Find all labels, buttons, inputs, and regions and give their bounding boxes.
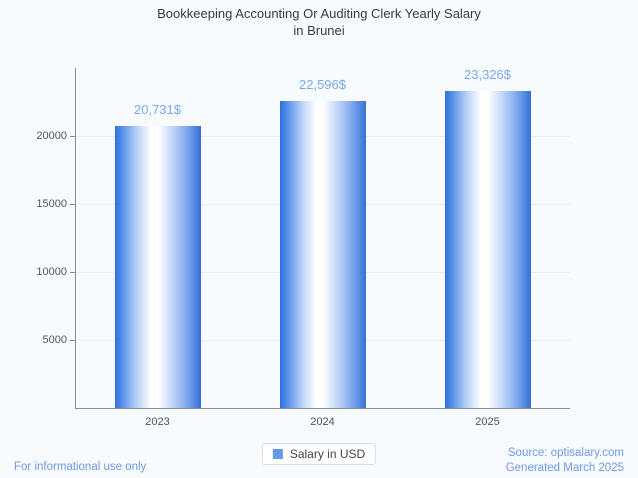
legend-label-salary-in-usd: Salary in USD <box>289 447 366 461</box>
bar-2024[interactable] <box>280 101 366 408</box>
y-tick-mark <box>70 204 75 205</box>
x-tick-label-2025: 2025 <box>475 416 500 428</box>
y-tick-mark <box>70 340 75 341</box>
bar-value-label-2024: 22,596$ <box>299 76 346 92</box>
y-tick-mark <box>70 272 75 273</box>
bar-value-label-2025: 23,326$ <box>464 66 511 82</box>
chart-title-line2: in Brunei <box>293 23 345 38</box>
y-tick-label: 5000 <box>42 334 67 346</box>
chart-legend <box>262 443 376 465</box>
y-axis-line <box>75 68 76 409</box>
source-link[interactable]: Source: optisalary.com <box>507 447 624 459</box>
plot-area <box>36 66 570 428</box>
y-tick-label: 10000 <box>36 266 67 278</box>
bar-value-label-2023: 20,731$ <box>134 102 181 118</box>
x-tick-label-2024: 2024 <box>310 416 335 428</box>
bar-2023[interactable] <box>115 126 201 408</box>
chart-title <box>0 5 638 39</box>
disclaimer-text: For informational use only <box>14 461 147 473</box>
y-tick-label: 15000 <box>36 198 67 210</box>
legend-swatch-salary-in-usd <box>273 449 283 459</box>
bar-2025[interactable] <box>445 91 531 408</box>
x-tick-label-2023: 2023 <box>145 416 170 428</box>
source-info <box>506 446 624 476</box>
y-tick-mark <box>70 136 75 137</box>
chart-title-line1: Bookkeeping Accounting Or Auditing Clerk Yearly Salary <box>157 6 481 21</box>
y-tick-label: 20000 <box>36 130 67 142</box>
generated-date: Generated March 2025 <box>505 462 624 474</box>
x-axis-line <box>75 408 570 409</box>
